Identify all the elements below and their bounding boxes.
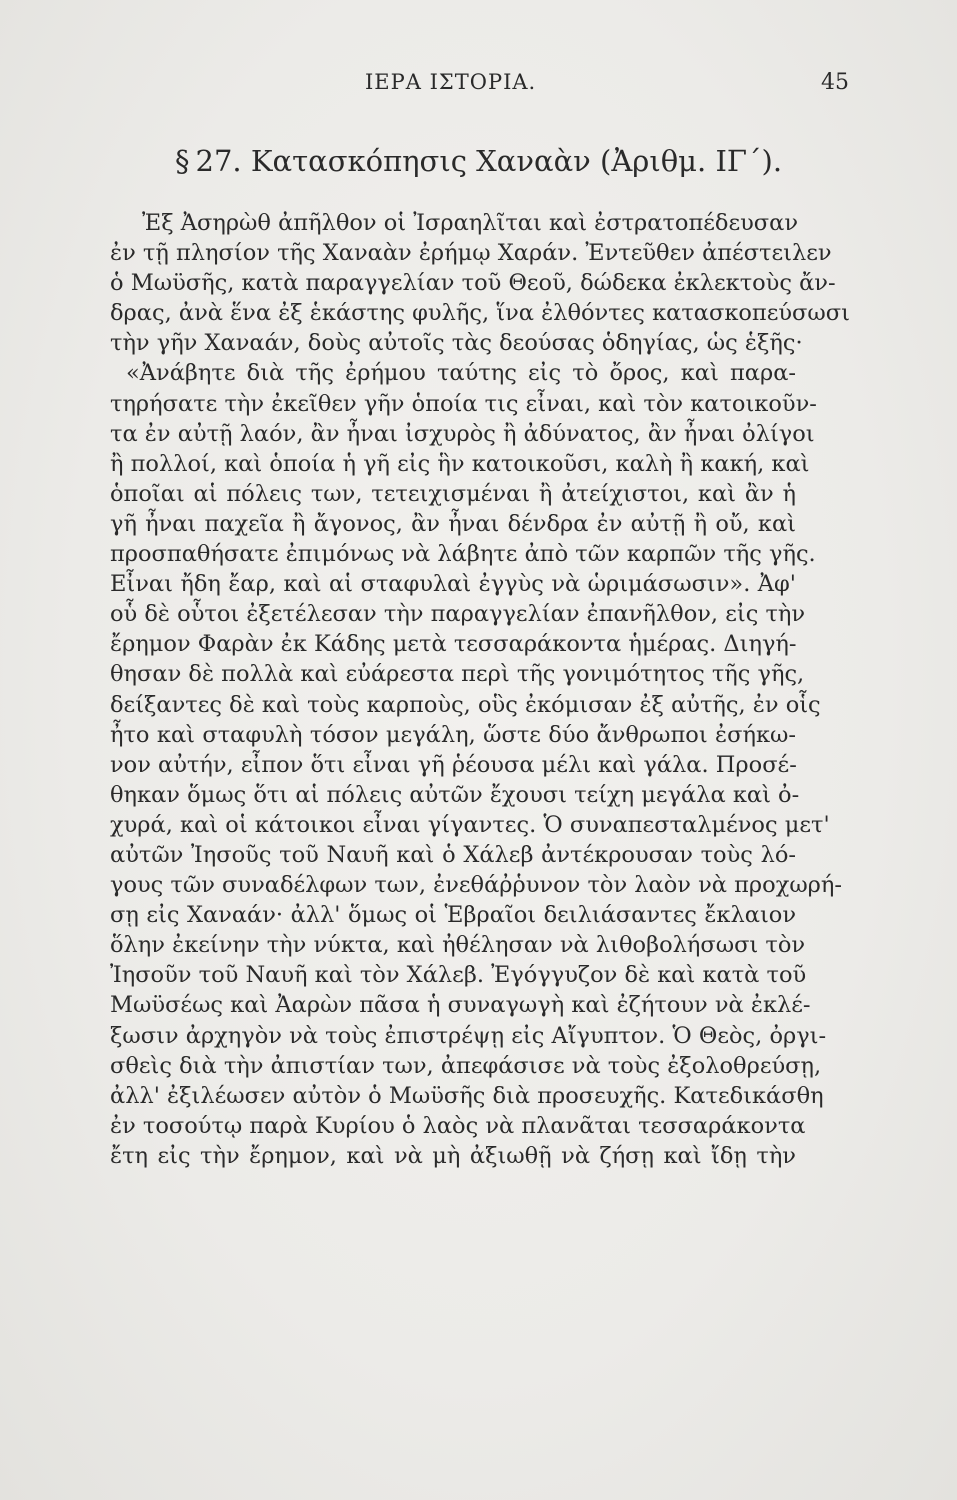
page-number: 45 xyxy=(821,70,849,95)
text-line: ἦτο καὶ σταφυλὴ τόσον μεγάλη, ὥστε δύο ἄνθρωποι ἐσήκω- xyxy=(110,721,796,748)
text-line: νον αὐτήν, εἶπον ὅτι εἶναι γῆ ῥέουσα μέλι καὶ γάλα. Προσέ- xyxy=(110,751,797,778)
text-line: σθεὶς διὰ τὴν ἀπιστίαν των, ἀπεφάσισε νὰ τοὺς ἐξολοθρεύσῃ, xyxy=(110,1052,822,1079)
text-line: τὴν γῆν Χαναάν, δοὺς αὐτοῖς τὰς δεούσας ὁδηγίας, ὡς ἑξῆς· xyxy=(110,330,803,357)
text-line: αὐτῶν Ἰησοῦς τοῦ Ναυῆ καὶ ὁ Χάλεβ ἀντέκρουσαν τοὺς λό- xyxy=(110,841,796,868)
body-text xyxy=(110,208,850,1171)
section-title: 27. Κατασκόπησις Χαναὰν (Ἀριθμ. ΙΓ΄). xyxy=(195,144,783,178)
text-line: ἀλλ' ἐξιλέωσεν αὐτὸν ὁ Μωϋσῆς διὰ προσευχῆς. Κατεδικάσθη xyxy=(110,1082,824,1109)
text-line: ἐν τοσούτῳ παρὰ Κυρίου ὁ λαὸς νὰ πλανᾶται τεσσαράκοντα xyxy=(110,1112,806,1139)
text-line: ἔτη εἰς τὴν ἔρημον, καὶ νὰ μὴ ἀξιωθῇ νὰ ζήσῃ καὶ ἴδῃ τὴν xyxy=(110,1142,796,1169)
text-line: ὁποῖαι αἱ πόλεις των, τετειχισμέναι ἢ ἀτείχιστοι, καὶ ἂν ἡ xyxy=(110,480,796,507)
text-line: «Ἀνάβητε διὰ τῆς ἐρήμου ταύτης εἰς τὸ ὄρος, καὶ παρα- xyxy=(126,360,796,387)
text-line: ἔρημον Φαρὰν ἐκ Κάδης μετὰ τεσσαράκοντα ἡμέρας. Διηγή- xyxy=(110,631,797,658)
text-line: ξωσιν ἀρχηγὸν νὰ τοὺς ἐπιστρέψῃ εἰς Αἴγυπτον. Ὁ Θεὸς, ὀργι- xyxy=(110,1022,827,1049)
running-title: ΙΕΡΑ ΙΣΤΟΡΙΑ. xyxy=(365,70,537,94)
text-line: δείξαντες δὲ καὶ τοὺς καρποὺς, οὓς ἐκόμισαν ἐξ αὐτῆς, ἐν οἷς xyxy=(110,691,821,718)
text-line: ἢ πολλοί, καὶ ὁποία ἡ γῆ εἰς ἣν κατοικοῦσι, καλὴ ἢ κακή, καὶ xyxy=(110,450,810,477)
section-mark: § xyxy=(175,144,190,178)
text-line: θηκαν ὅμως ὅτι αἱ πόλεις αὐτῶν ἔχουσι τείχη μεγάλα καὶ ὀ- xyxy=(110,781,800,808)
text-line: γους τῶν συναδέλφων των, ἐνεθάῤῥυνον τὸν λαὸν νὰ προχωρή- xyxy=(110,872,842,899)
text-line: Ἰησοῦν τοῦ Ναυῆ καὶ τὸν Χάλεβ. Ἐγόγγυζον δὲ καὶ κατὰ τοῦ xyxy=(110,962,807,989)
text-line: δρας, ἀνὰ ἕνα ἐξ ἑκάστης φυλῆς, ἵνα ἐλθόντες κατασκοπεύσωσι xyxy=(110,300,850,327)
text-line: Μωϋσέως καὶ Ἀαρὼν πᾶσα ἡ συναγωγὴ καὶ ἐζήτουν νὰ ἐκλέ- xyxy=(110,992,811,1019)
section-heading xyxy=(175,144,782,178)
text-line: θησαν δὲ πολλὰ καὶ εὐάρεστα περὶ τῆς γονιμότητος τῆς γῆς, xyxy=(110,661,805,688)
running-head xyxy=(0,70,957,110)
text-line: ἐν τῇ πλησίον τῆς Χαναὰν ἐρήμῳ Χαράν. Ἐντεῦθεν ἀπέστειλεν xyxy=(110,240,832,267)
text-line: τα ἐν αὐτῇ λαόν, ἂν ἦναι ἰσχυρὸς ἢ ἀδύνατος, ἂν ἦναι ὀλίγοι xyxy=(110,420,815,447)
text-line: ὁ Μωϋσῆς, κατὰ παραγγελίαν τοῦ Θεοῦ, δώδεκα ἐκλεκτοὺς ἄν- xyxy=(110,270,836,297)
text-line: ὅλην ἐκείνην τὴν νύκτα, καὶ ἠθέλησαν νὰ λιθοβολήσωσι τὸν xyxy=(110,932,806,959)
text-line: χυρά, καὶ οἱ κάτοικοι εἶναι γίγαντες. Ὁ συναπεσταλμένος μετ' xyxy=(110,811,830,838)
text-line: προσπαθήσατε ἐπιμόνως νὰ λάβητε ἀπὸ τῶν καρπῶν τῆς γῆς. xyxy=(110,541,816,568)
text-line: Εἶναι ἤδη ἔαρ, καὶ αἱ σταφυλαὶ ἐγγὺς νὰ ὡριμάσωσιν». Ἀφ' xyxy=(110,571,796,598)
text-line: σῃ εἰς Χαναάν· ἀλλ' ὅμως οἱ Ἑβραῖοι δειλιάσαντες ἔκλαιον xyxy=(110,902,796,929)
text-line: Ἐξ Ἀσηρὼθ ἀπῆλθον οἱ Ἰσραηλῖται καὶ ἐστρατοπέδευσαν xyxy=(142,210,799,236)
text-line: γῆ ἦναι παχεῖα ἢ ἄγονος, ἂν ἦναι δένδρα ἐν αὐτῇ ἢ οὔ, καὶ xyxy=(110,510,796,537)
text-line: τηρήσατε τὴν ἐκεῖθεν γῆν ὁποία τις εἶναι, καὶ τὸν κατοικοῦν- xyxy=(110,390,817,417)
text-line: οὗ δὲ οὗτοι ἐξετέλεσαν τὴν παραγγελίαν ἐπανῆλθον, εἰς τὴν xyxy=(110,601,806,628)
